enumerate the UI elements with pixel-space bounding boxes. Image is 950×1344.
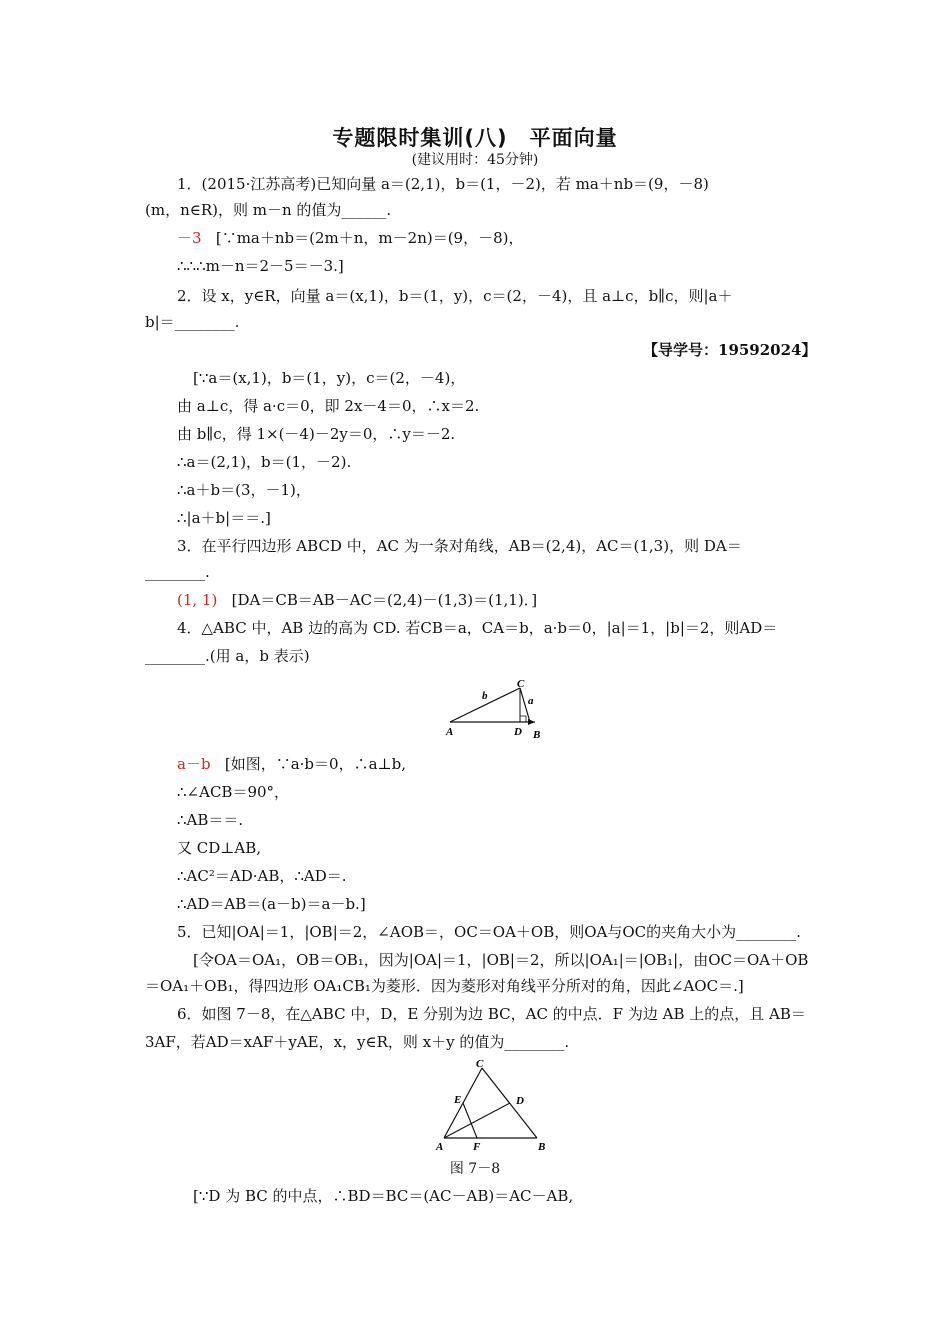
fig2-label-D: D — [516, 1095, 524, 1107]
page-title: 专题限时集训(八) 平面向量 — [332, 126, 618, 150]
q2-sol-2: 由 a⊥c，得 a·c＝0，即 2x－4＝0，∴x＝2. — [177, 397, 480, 415]
q2-sol-3: 由 b∥c，得 1×(－4)－2y＝0，∴y＝－2. — [177, 425, 456, 443]
fig1-label-B: B — [533, 729, 541, 741]
fig1-label-A: A — [446, 726, 454, 738]
q3-line1: 3．在平行四边形 ABCD 中，AC 为一条对角线，AB＝(2,4)，AC＝(1,3)，则 DA＝ — [177, 537, 742, 555]
q4-sol-2: ∴∠ACB＝90°， — [177, 783, 290, 801]
q6-line2: 3AF，若AD＝xAF＋yAE，x，y∈R，则 x＋y 的值为________. — [145, 1033, 570, 1051]
fig1-label-b: b — [482, 690, 488, 702]
q4-answer: a－b — [177, 755, 211, 773]
fig1-label-D: D — [514, 726, 522, 738]
q2-sol-4: ∴a＝(2,1)，b＝(1，－2). — [177, 453, 352, 471]
fig2-label-F: F — [473, 1141, 481, 1153]
fig2-label-A: A — [436, 1141, 444, 1153]
q1-answer: －3 — [177, 229, 202, 247]
q3-solution — [177, 590, 537, 610]
fig1-label-C: C — [517, 678, 525, 690]
q4-sol-3: ∴AB＝＝. — [177, 811, 244, 829]
q3-line2: ________. — [145, 563, 210, 581]
q2-sol-6: ∴|a＋b|＝＝.] — [177, 509, 271, 527]
fig2-label-C: C — [476, 1058, 484, 1070]
q2-sol-5: ∴a＋b＝(3，－1)， — [177, 481, 311, 499]
q6-sol-1: [∵D 为 BC 的中点，∴BD＝BC＝(AC－AB)＝AC－AB, — [193, 1187, 574, 1205]
q3-sol-text: [DA＝CB＝AB－AC＝(2,4)－(1,3)＝(1,1)．] — [231, 591, 538, 609]
q2-sol-1: [∵a＝(x,1)，b＝(1，y)，c＝(2，－4)， — [193, 369, 466, 387]
q1-line2: (m，n∈R)，则 m－n 的值为______. — [145, 201, 392, 219]
figure-right-triangle — [440, 676, 555, 741]
q1-solution-1 — [177, 228, 524, 248]
q5-sol-1: [令OA＝OA₁，OB＝OB₁，因为|OA|＝1，|OB|＝2，所以|OA₁|＝|OB₁|，由OC＝OA＋OB — [193, 951, 809, 969]
q4-sol-5: ∴AC²＝AD·AB，∴AD＝. — [177, 867, 347, 885]
q4-solution-1 — [177, 754, 406, 774]
q6-line1: 6．如图 7－8，在△ABC 中，D，E 分别为边 BC，AC 的中点．F 为边 AB 上的点，且 AB＝ — [177, 1005, 806, 1023]
figure-caption: 图 7－8 — [449, 1161, 501, 1177]
fig2-label-B: B — [538, 1141, 546, 1153]
fig2-label-E: E — [454, 1094, 462, 1106]
q2-line1: 2．设 x，y∈R，向量 a＝(x,1)，b＝(1，y)，c＝(2，－4)，且 a⊥c，b∥c，则|a＋ — [177, 287, 733, 305]
q4-line1: 4．△ABC 中，AB 边的高为 CD. 若CB＝a，CA＝b，a·b＝0，|a|＝1，|b|＝2，则AD＝ — [177, 619, 778, 637]
q4-line2: ________.(用 a，b 表示) — [145, 647, 310, 665]
q2-guide-number: 【导学号：19592024】 — [643, 341, 817, 359]
q5-sol-2: ＝OA₁＋OB₁，得四边形 OA₁CB₁为菱形．因为菱形对角线平分所对的角，因此∠AOC＝.] — [145, 977, 744, 995]
q1-line1: 1．(2015·江苏高考)已知向量 a＝(2,1)，b＝(1，－2)，若 ma＋nb＝(9，－8) — [177, 175, 709, 193]
q3-answer: (1, 1) — [177, 591, 218, 609]
q1-solution-2: ∴∴∴m－n＝2－5＝－3.] — [177, 257, 344, 275]
q4-sol-6: ∴AD＝AB＝(a－b)＝a－b.] — [177, 895, 366, 913]
page-subtitle: (建议用时：45分钟) — [411, 152, 539, 168]
fig1-label-a: a — [528, 695, 534, 707]
q4-sol-4: 又 CD⊥AB, — [177, 839, 262, 857]
q2-line2: b|＝________. — [145, 313, 240, 331]
q1-sol-text: [∵ma＋nb＝(2m＋n，m－2n)＝(9，－8)， — [215, 229, 524, 247]
q4-sol-text: [如图，∵a·b＝0，∴a⊥b, — [224, 755, 406, 773]
figure-7-8-triangle — [432, 1058, 557, 1154]
q5-line1: 5．已知|OA|＝1，|OB|＝2，∠AOB＝，OC＝OA＋OB，则OA与OC的夹角大小为________. — [177, 923, 801, 941]
